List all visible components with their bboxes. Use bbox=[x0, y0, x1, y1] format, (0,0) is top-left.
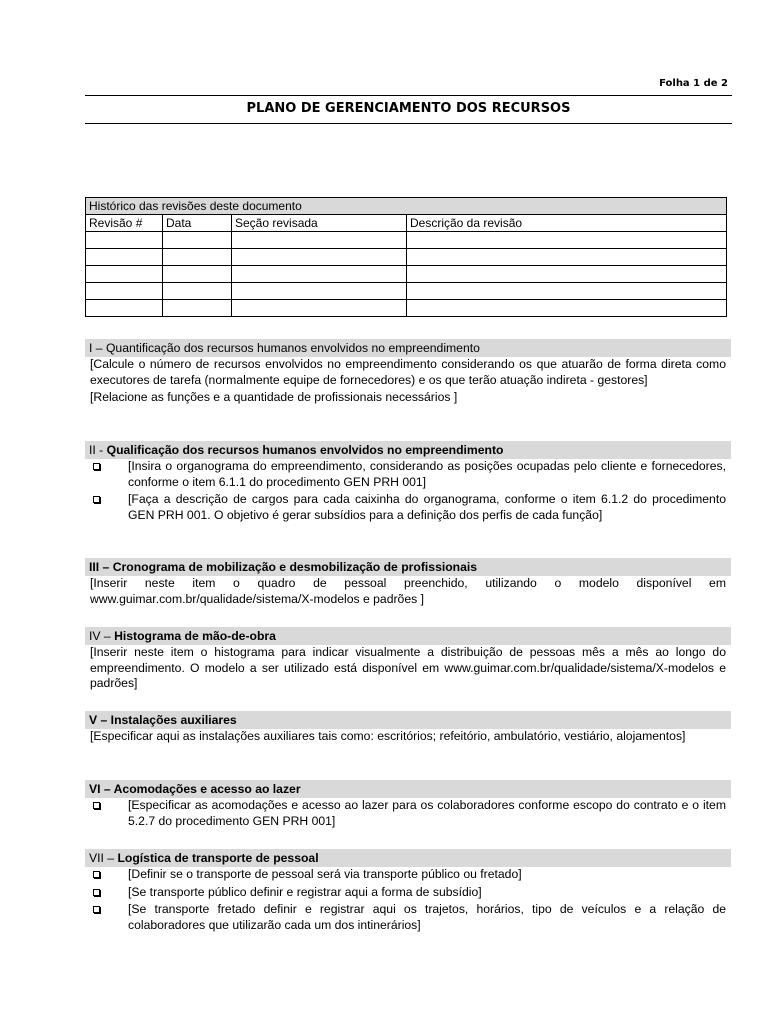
section-heading-prefix: IV – bbox=[89, 629, 115, 643]
column-header-description: Descrição da revisão bbox=[407, 215, 727, 232]
section-1 bbox=[85, 339, 731, 406]
checkbox-bullet-icon bbox=[85, 902, 128, 933]
header-top-rule bbox=[85, 95, 732, 96]
table-cell bbox=[232, 283, 407, 300]
header-bottom-rule bbox=[85, 123, 732, 124]
section-paragraph: [Inserir neste item o quadro de pessoal preenchido, utilizando o modelo disponível em www.guimar.com.br/qualidade/sistema/X-modelos e padrões ] bbox=[90, 576, 726, 606]
sheet-number: Folha 1 de 2 bbox=[659, 78, 728, 89]
list-item bbox=[85, 885, 731, 901]
table-cell bbox=[163, 266, 232, 283]
table-cell bbox=[232, 249, 407, 266]
table-row bbox=[86, 266, 727, 283]
list-item-text: [Faça a descrição de cargos para cada caixinha do organograma, conforme o item 6.1.2 do procedimento GEN PRH 001. O objetivo é gerar subsídios para a definição dos perfis de cada função] bbox=[128, 492, 726, 522]
table-row bbox=[86, 283, 727, 300]
section-heading-title: VI – Acomodações e acesso ao lazer bbox=[89, 782, 301, 796]
section-4 bbox=[85, 627, 731, 692]
section-paragraph: [Inserir neste item o histograma para indicar visualmente a distribuição de pessoas mês a mês ao longo do empreendimento. O modelo a ser utilizado está disponível em www.guimar.com.br/qualidade/sistema/X-modelos e padrões] bbox=[90, 645, 726, 690]
column-header-section: Seção revisada bbox=[232, 215, 407, 232]
list-item-text: [Especificar as acomodações e acesso ao lazer para os colaboradores conforme escopo do contrato e o item 5.2.7 do procedimento GEN PRH 001] bbox=[128, 798, 726, 828]
section-heading-prefix: VII – bbox=[89, 851, 118, 865]
section-paragraph: [Especificar aqui as instalações auxiliares tais como: escritórios; refeitório, ambulatório, vestiário, alojamentos] bbox=[90, 729, 686, 743]
document-title: PLANO DE GERENCIAMENTO DOS RECURSOS bbox=[246, 101, 571, 116]
section-paragraph: [Calcule o número de recursos envolvidos no empreendimento considerando os que atuarão de forma direta como executores de tarefa (normalmente equipe de fornecedores) e os que terão atuação indireta - gestores] bbox=[90, 357, 726, 387]
table-cell bbox=[86, 232, 163, 249]
table-cell bbox=[407, 283, 727, 300]
revision-table-caption: Histórico das revisões deste documento bbox=[86, 198, 727, 215]
table-cell bbox=[407, 300, 727, 317]
table-row bbox=[86, 249, 727, 266]
checkbox-bullet-icon bbox=[85, 492, 128, 523]
checkbox-bullet-icon bbox=[85, 867, 128, 883]
list-item-text: [Definir se o transporte de pessoal será via transporte público ou fretado] bbox=[128, 867, 522, 881]
section-heading bbox=[85, 339, 731, 357]
table-cell bbox=[163, 249, 232, 266]
table-cell bbox=[163, 283, 232, 300]
section-heading bbox=[85, 441, 731, 459]
section-heading-title: Logística de transporte de pessoal bbox=[117, 851, 319, 865]
checkbox-bullet-icon bbox=[85, 459, 128, 490]
table-cell bbox=[232, 300, 407, 317]
table-cell bbox=[86, 283, 163, 300]
checkbox-bullet-icon bbox=[85, 798, 128, 829]
list-item-text: [Se transporte público definir e registrar aqui a forma de subsídio] bbox=[128, 884, 482, 899]
table-cell bbox=[232, 266, 407, 283]
section-heading bbox=[85, 558, 731, 576]
section-heading-title: V – Instalações auxiliares bbox=[89, 713, 237, 727]
section-heading bbox=[85, 849, 731, 867]
table-cell bbox=[86, 300, 163, 317]
section-heading bbox=[85, 627, 731, 645]
list-item bbox=[85, 459, 731, 490]
table-row bbox=[86, 300, 727, 317]
list-item-text: [Insira o organograma do empreendimento, considerando as posições ocupadas pelo cliente e fornecedores, conforme o item 6.1.1 do procedimento GEN PRH 001] bbox=[128, 459, 726, 489]
table-cell bbox=[163, 300, 232, 317]
list-item bbox=[85, 902, 731, 933]
section-heading-prefix: I – bbox=[89, 341, 106, 355]
table-cell bbox=[163, 232, 232, 249]
column-header-date: Data bbox=[163, 215, 232, 232]
section-heading bbox=[85, 780, 731, 798]
section-heading-title: III – Cronograma de mobilização e desmobilização de profissionais bbox=[89, 560, 478, 574]
table-cell bbox=[86, 266, 163, 283]
section-2 bbox=[85, 441, 731, 523]
column-header-revision: Revisão # bbox=[86, 215, 163, 232]
list-item bbox=[85, 867, 731, 883]
section-heading bbox=[85, 711, 731, 729]
section-heading-title: Quantificação dos recursos humanos envolvidos no empreendimento bbox=[105, 341, 480, 355]
table-cell bbox=[86, 249, 163, 266]
section-heading-title: Histograma de mão-de-obra bbox=[114, 629, 276, 643]
section-paragraph: [Relacione as funções e a quantidade de profissionais necessários ] bbox=[90, 390, 458, 404]
section-7 bbox=[85, 849, 731, 933]
section-3 bbox=[85, 558, 731, 607]
section-5 bbox=[85, 711, 731, 745]
list-item bbox=[85, 798, 731, 829]
table-cell bbox=[407, 232, 727, 249]
section-heading-prefix: II - bbox=[89, 443, 107, 457]
list-item-text: [Se transporte fretado definir e registrar aqui os trajetos, horários, tipo de veículos e a relação de colaboradores que utilizarão cada um dos intinerários] bbox=[128, 902, 726, 932]
table-cell bbox=[407, 266, 727, 283]
section-heading-title: Qualificação dos recursos humanos envolvidos no empreendimento bbox=[106, 443, 504, 457]
checkbox-bullet-icon bbox=[85, 885, 128, 901]
table-row bbox=[86, 232, 727, 249]
revision-history-table bbox=[85, 197, 727, 317]
section-6 bbox=[85, 780, 731, 829]
table-cell bbox=[232, 232, 407, 249]
list-item bbox=[85, 492, 731, 523]
table-cell bbox=[407, 249, 727, 266]
